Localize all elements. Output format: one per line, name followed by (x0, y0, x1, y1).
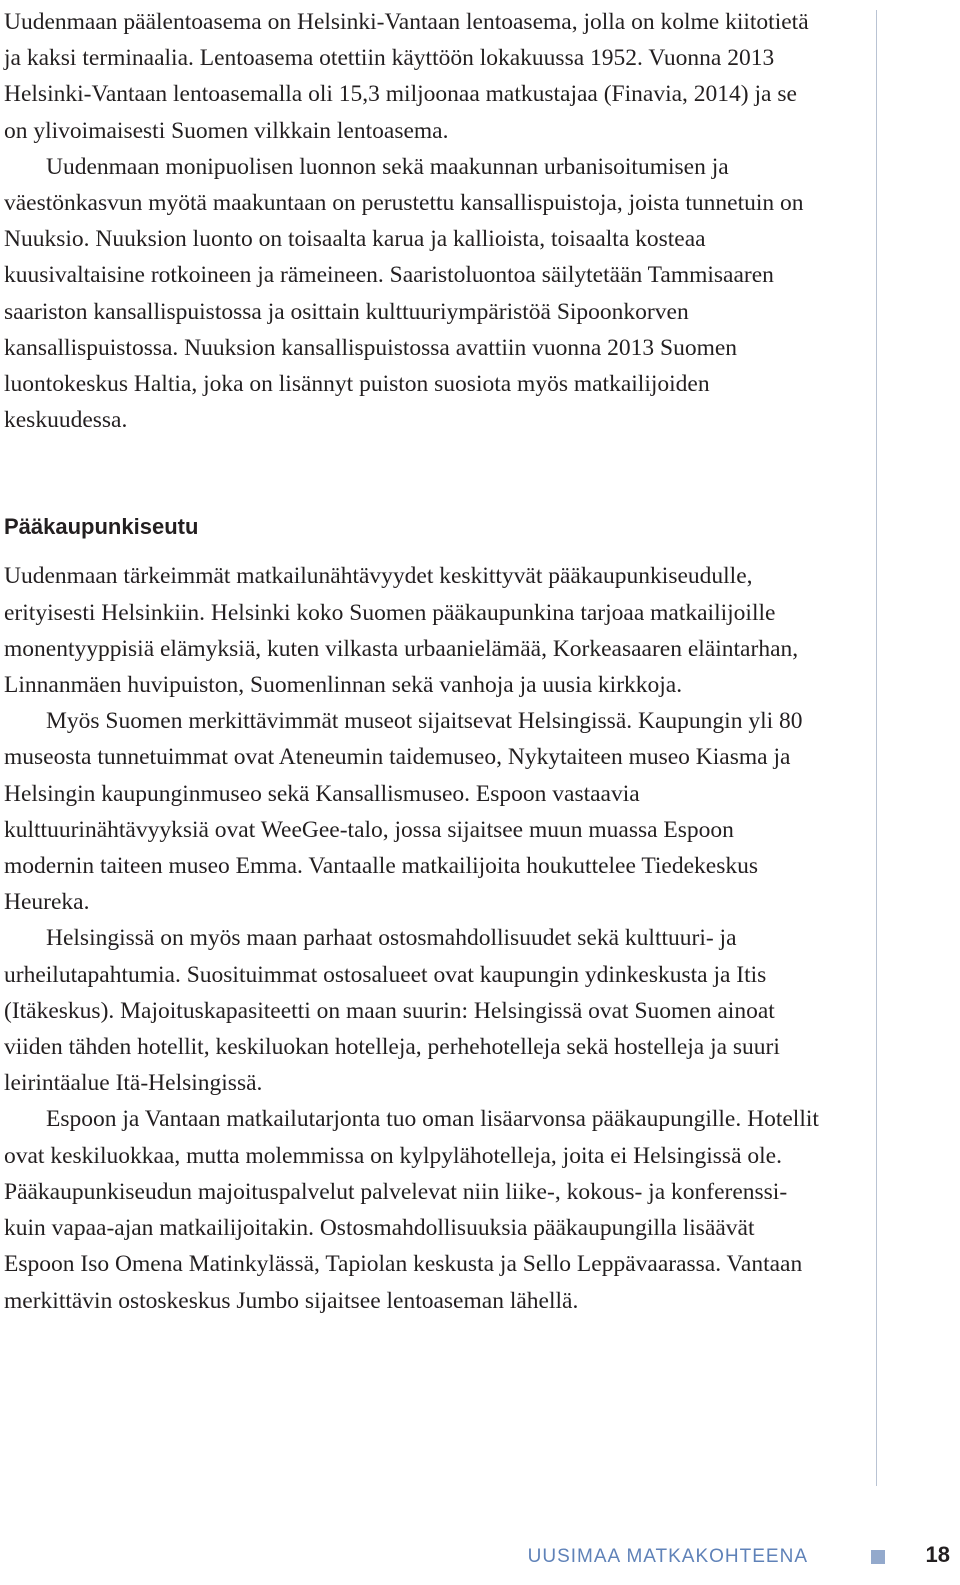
paragraph-shopping: Helsingissä on myös maan parhaat ostosmahdollisuudet sekä kulttuuri- ja urheilutapahtumia. Suosituimmat ostosalueet ovat kaupungin ydinkeskusta ja Itis (Itäkeskus). Majoituskapasiteetti on maan suurin: Helsingissä ovat Suomen ainoat viiden tähden hotellit, keskiluokan hotelleja, perhehotelleja sekä hostelleja ja suuri leirintäalue Itä-Helsingissä. (4, 925, 780, 1097)
footer-square-icon (871, 1550, 885, 1564)
paragraph-espoo-vantaa: Espoon ja Vantaan matkailutarjonta tuo oman lisäarvonsa pääkaupungille. Hotellit ovat keskiluokkaa, mutta molemmissa on kylpylähotelleja, joita ei Helsingissä ole. Pääkaupunkiseudun majoituspalvelut palvelevat niin liike-, kokous- ja konferenssi- kuin vapaa-ajan matkailijoitakin. Ostosmahdollisuuksia pääkaupungilla lisäävät Espoon Iso Omena Matinkylässä, Tapiolan keskusta ja Sello Leppävaarassa. Vantaan merkittävin ostoskeskus Jumbo sijaitsee lentoaseman lähellä. (4, 1106, 819, 1314)
footer-title: UUSIMAA MATKAKOHTEENA (527, 1546, 808, 1567)
paragraph-museums: Myös Suomen merkittävimmät museot sijaitsevat Helsingissä. Kaupungin yli 80 museosta tunnetuimmat ovat Ateneumin taidemuseo, Nykytaiteen museo Kiasma ja Helsingin kaupunginmuseo sekä Kansallismuseo. Espoon vastaavia kulttuurinähtävyyksiä ovat WeeGee-talo, jossa sijaitsee muun muassa Espoon modernin taiteen museo Emma. Vantaalle matkailijoita houkuttelee Tiedekeskus Heureka. (4, 708, 803, 916)
section-heading: Pääkaupunkiseutu (4, 514, 199, 540)
paragraph-national-parks: Uudenmaan monipuolisen luonnon sekä maakunnan urbanisoitumisen ja väestönkasvun myötä maakuntaan on perustettu kansallispuistoja, joista tunnetuin on Nuuksio. Nuuksion luonto on toisaalta karua ja kallioista, toisaalta kosteaa kuusivaltaisine rotkoineen ja rämeineen. Saaristoluontoa säilytetään Tammisaaren saariston kansallispuistossa ja osittain kulttuuriympäristöä Sipoonkorven kansallispuistossa. Nuuksion kansallispuistossa avattiin vuonna 2013 Suomen luontokeskus Haltia, joka on lisännyt puiston suosiota myös matkailijoiden keskuudessa. (4, 153, 804, 434)
margin-rule (876, 10, 877, 1486)
page-body (4, 0, 824, 1319)
paragraph-airport: Uudenmaan päälentoasema on Helsinki-Vantaan lentoasema, jolla on kolme kiitotietä ja kaksi terminaalia. Lentoasema otettiin käyttöön lokakuussa 1952. Vuonna 2013 Helsinki-Vantaan lentoasemalla oli 15,3 miljoonaa matkustajaa (Finavia, 2014) ja se on ylivoimaisesti Suomen vilkkain lentoasema. (4, 9, 809, 144)
paragraph-attractions: Uudenmaan tärkeimmät matkailunähtävyydet keskittyvät pääkaupunkiseudulle, erityisesti Helsinkiin. Helsinki koko Suomen pääkaupunkina tarjoaa matkailijoille monentyyppisiä elämyksiä, kuten vilkasta urbaanielämää, Korkeasaaren eläintarhan, Linnanmäen huvipuiston, Suomenlinnan sekä vanhoja ja uusia kirkkoja. (4, 563, 799, 699)
page-number: 18 (925, 1542, 950, 1567)
